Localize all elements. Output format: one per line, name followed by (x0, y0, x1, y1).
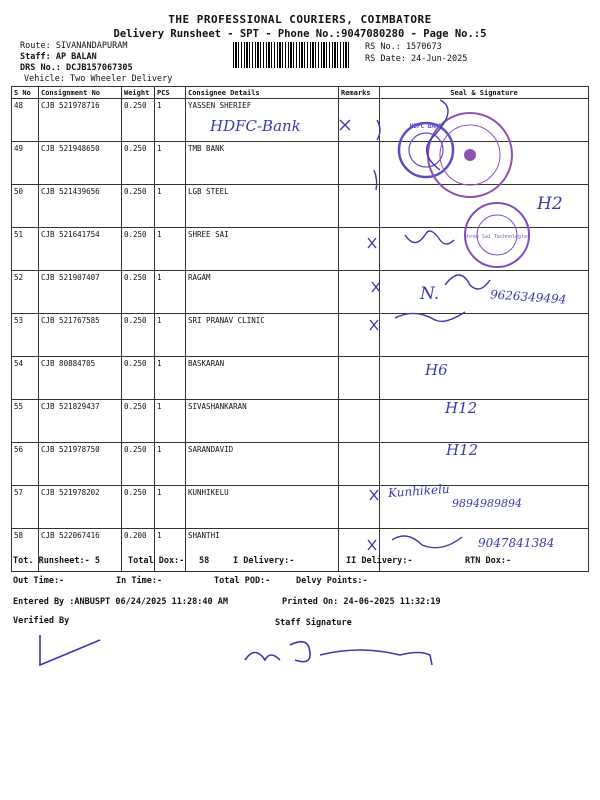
table-header-row (12, 87, 589, 99)
row-weight: 0.250 (122, 443, 155, 486)
rtn-dox: RTN Dox:- (465, 556, 512, 566)
table-row (12, 185, 589, 228)
row-consignment-no: CJB 521829437 (39, 400, 122, 443)
row-consignment-no: CJB 521641754 (39, 228, 122, 271)
row-remarks (339, 142, 380, 185)
row-consignee: RAGAM (186, 271, 339, 314)
row-pcs: 1 (155, 314, 186, 357)
hw-h12-b: H12 (446, 441, 479, 459)
col-sno: S No (12, 87, 39, 99)
hw-h12-a: H12 (445, 399, 478, 417)
in-time: In Time:- (116, 576, 163, 586)
row-sno: 51 (12, 228, 39, 271)
entered-by: Entered By :ANBUSPT 06/24/2025 11:28:40 AM (13, 597, 228, 607)
col-consignment: Consignment No (39, 87, 122, 99)
col-remarks: Remarks (339, 87, 380, 99)
table-row (12, 400, 589, 443)
row-consignee: LGB STEEL (186, 185, 339, 228)
row-consignment-no: CJB 80884705 (39, 357, 122, 400)
drs-label: DRS No.: DCJB157067305 (20, 63, 133, 73)
hdfc-stamp-text: HDFC BANK (409, 123, 443, 130)
row-weight: 0.250 (122, 314, 155, 357)
barcode (233, 42, 350, 68)
table-row (12, 357, 589, 400)
delvy-points: Delvy Points:- (296, 576, 368, 586)
i-delivery: I Delivery:- (233, 556, 295, 566)
row-sno: 57 (12, 486, 39, 529)
hw-h6: H6 (425, 361, 448, 379)
col-seal: Seal & Signature (380, 87, 589, 99)
row-consignment-no: CJB 521978202 (39, 486, 122, 529)
row-consignee: SIVASHANKARAN (186, 400, 339, 443)
row-weight: 0.250 (122, 400, 155, 443)
bottom-signatures (40, 635, 432, 665)
row-remarks (339, 185, 380, 228)
row-sno: 48 (12, 99, 39, 142)
row-remarks (339, 400, 380, 443)
row-remarks (339, 314, 380, 357)
staff-signature-label: Staff Signature (275, 618, 352, 628)
row-remarks (339, 99, 380, 142)
staff-label: Staff: AP BALAN (20, 52, 97, 62)
row-seal-signature (380, 400, 589, 443)
tot-runsheet: Tot. Runsheet:- 5 (13, 556, 100, 566)
row-consignment-no: CJB 521978750 (39, 443, 122, 486)
row-weight: 0.250 (122, 271, 155, 314)
row-consignment-no: CJB 521767585 (39, 314, 122, 357)
total-dox-label: Total Dox:- (128, 556, 185, 566)
row-consignee: SARANDAVID (186, 443, 339, 486)
row-consignee: TMB BANK (186, 142, 339, 185)
row-consignee: YASSEN SHERIEF (186, 99, 339, 142)
verified-signature (40, 635, 100, 665)
row-weight: 0.250 (122, 486, 155, 529)
row-remarks (339, 486, 380, 529)
row-seal-signature (380, 357, 589, 400)
hw-phone-3: 9047841384 (478, 536, 555, 550)
row-pcs: 1 (155, 486, 186, 529)
row-pcs: 1 (155, 529, 186, 572)
row-sno: 58 (12, 529, 39, 572)
row-sno: 53 (12, 314, 39, 357)
row-seal-signature (380, 142, 589, 185)
verified-by: Verified By (13, 616, 70, 626)
hw-phone-1: 9626349494 (489, 287, 567, 307)
row-pcs: 1 (155, 357, 186, 400)
row-sno: 54 (12, 357, 39, 400)
row-seal-signature (380, 99, 589, 142)
row-consignment-no: CJB 522067416 (39, 529, 122, 572)
row-weight: 0.250 (122, 142, 155, 185)
row-remarks (339, 228, 380, 271)
ii-delivery: II Delivery:- (346, 556, 413, 566)
shree-stamp-text: Shree Sai Technologies (463, 234, 531, 240)
row-consignee: KUNHIKELU (186, 486, 339, 529)
out-time: Out Time:- (13, 576, 65, 586)
row-weight: 0.250 (122, 357, 155, 400)
row-pcs: 1 (155, 99, 186, 142)
hw-hdfc-bank: HDFC-Bank (210, 117, 301, 135)
row-consignment-no: CJB 521948650 (39, 142, 122, 185)
row-sno: 52 (12, 271, 39, 314)
table-row (12, 314, 589, 357)
row-pcs: 1 (155, 443, 186, 486)
col-pcs: PCS (155, 87, 186, 99)
rs-date-label: RS Date: 24-Jun-2025 (365, 54, 468, 64)
row-consignee: SHREE SAI (186, 228, 339, 271)
row-weight: 0.250 (122, 185, 155, 228)
total-pod: Total POD:- (214, 576, 271, 586)
row-seal-signature (380, 443, 589, 486)
table-row (12, 228, 589, 271)
hw-phone-2: 9894989894 (452, 497, 522, 510)
col-weight: Weight (122, 87, 155, 99)
row-remarks (339, 443, 380, 486)
printed-on: Printed On: 24-06-2025 11:32:19 (282, 597, 441, 607)
row-weight: 0.200 (122, 529, 155, 572)
row-sno: 55 (12, 400, 39, 443)
total-dox-value: 58 (199, 556, 210, 566)
col-consignee: Consignee Details (186, 87, 339, 99)
hw-h2: H2 (537, 194, 563, 214)
hw-n: N. (420, 284, 440, 304)
row-seal-signature (380, 314, 589, 357)
vehicle-label: Vehicle: Two Wheeler Delivery (24, 74, 173, 84)
row-consignee: SRI PRANAV CLINIC (186, 314, 339, 357)
row-consignee: BASKARAN (186, 357, 339, 400)
company-title: THE PROFESSIONAL COURIERS, COIMBATORE (168, 13, 432, 26)
row-consignment-no: CJB 521907407 (39, 271, 122, 314)
runsheet-subtitle: Delivery Runsheet - SPT - Phone No.:9047080280 - Page No.:5 (113, 28, 487, 40)
row-seal-signature (380, 228, 589, 271)
row-pcs: 1 (155, 228, 186, 271)
row-pcs: 1 (155, 271, 186, 314)
table-row (12, 142, 589, 185)
row-consignment-no: CJB 521439656 (39, 185, 122, 228)
route-label: Route: SIVANANDAPURAM (20, 41, 128, 51)
row-sno: 56 (12, 443, 39, 486)
row-remarks (339, 271, 380, 314)
row-consignee: SHANTHI (186, 529, 339, 572)
table-row (12, 443, 589, 486)
row-pcs: 1 (155, 142, 186, 185)
row-consignment-no: CJB 521978716 (39, 99, 122, 142)
row-remarks (339, 357, 380, 400)
hw-kunhikelu: Kunhikelu (387, 481, 451, 501)
row-weight: 0.250 (122, 228, 155, 271)
row-weight: 0.250 (122, 99, 155, 142)
row-sno: 50 (12, 185, 39, 228)
row-pcs: 1 (155, 400, 186, 443)
row-sno: 49 (12, 142, 39, 185)
rs-no-label: RS No.: 1570673 (365, 42, 442, 52)
row-pcs: 1 (155, 185, 186, 228)
staff-signature (245, 642, 432, 665)
